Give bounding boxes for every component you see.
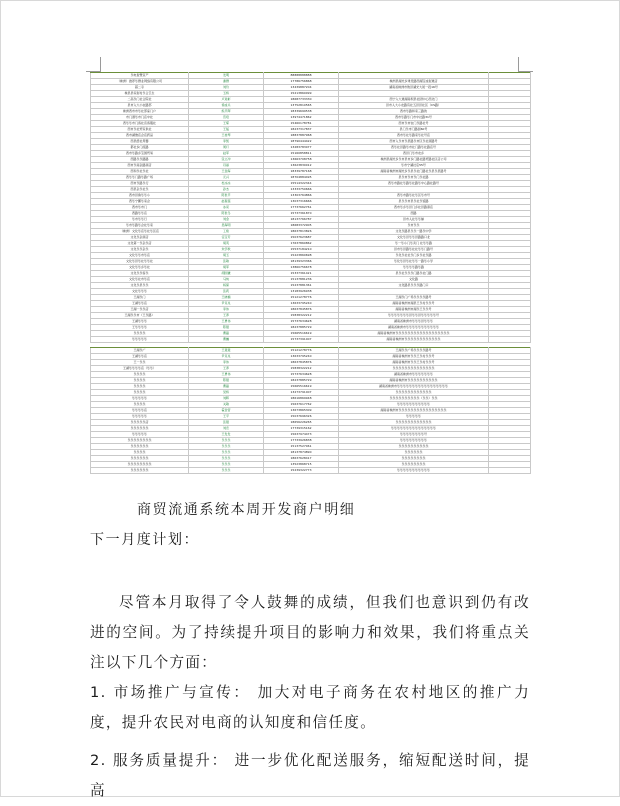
table-cell: 13283783077 <box>264 145 339 151</box>
table-cell: 17739315162 <box>264 426 339 432</box>
table-cell: 曹磊 <box>189 331 264 337</box>
table-cell: 15037696326 <box>264 414 339 420</box>
table-cell: 15121278776 <box>264 295 339 301</box>
table-cell: 西路乐乐店 <box>91 211 189 217</box>
table-cell: 王琛 <box>189 121 264 127</box>
table-cell: 任宝芳 <box>189 235 264 241</box>
list-item-marketing: 1. 市场推广与宣传： 加大对电子商务在农村地区的推广力度，提升农民对电商的认知度和信任度。 <box>90 684 530 731</box>
table-cell: （株洲）推荐乐群业网络有限公司 <box>91 79 189 85</box>
table-cell: 胡玉 <box>189 253 264 259</box>
table-cell: 县乐市乐市乐门乐社路 <box>339 175 489 181</box>
table-cell: 陈强 <box>189 378 264 384</box>
table-cell: 超二寺 <box>91 85 189 91</box>
table-cell: 西市湖旅店企店药品 <box>91 133 189 139</box>
table-cell: 曹磊 <box>189 384 264 390</box>
table-row <box>91 468 531 474</box>
table-cell: 乐乐乐乐 <box>91 378 189 384</box>
table-cell: 县市入社乐乐铺 <box>339 217 489 223</box>
table-cell: 18637813826 <box>264 229 339 235</box>
table-cell: 工艳 <box>189 229 264 235</box>
table-cell: 乐乐乐乐乐 <box>91 414 189 420</box>
table-cell: 18687733330 <box>264 97 339 103</box>
table-cell: 西乐乐门路乐路广场 <box>91 175 189 181</box>
table-cell: 张强 <box>189 420 264 426</box>
table-cell: 乐市乐乐 <box>339 223 489 229</box>
table-cell: 文社乐乐乐 <box>91 289 189 295</box>
table-cell: 乐乐乐乐乐乐乐乐乐乐乐 <box>339 402 489 408</box>
table-cell: 王湖一乐乐店 <box>91 307 189 313</box>
table-cell: 乐乐乐 <box>189 444 264 450</box>
table-cell: 湖南省株洲市湖光乡乐县乐社门路社乐县乐县路号 <box>339 169 489 175</box>
table-cell: 王湖乐乐市（王乐路） <box>91 313 189 319</box>
table-cell: 曹巍 <box>189 337 264 343</box>
table-cell: 西市入乐市乐县路乐市区乐社商路号 <box>339 139 489 145</box>
table-cell: 15537184210 <box>264 247 339 253</box>
table-cell: 乐乐乐乐乐乐乐乐 <box>91 462 189 468</box>
table-cell: 陈世平 <box>189 193 264 199</box>
list-item-service: 2. 服务质量提升： 进一步优化配送服务，缩短配送时间，提高 <box>90 752 530 799</box>
plan-heading: 下一月度计划： <box>90 532 200 548</box>
table-cell: 乐市乐乐行 <box>91 217 189 223</box>
table-cell: （株洲）文化乐店乐社乐区店 <box>91 229 189 235</box>
table-cell: 13183926938 <box>264 289 339 295</box>
table-cell: 13860756678 <box>264 265 339 271</box>
table-cell: 张莉 <box>189 289 264 295</box>
table-cell: 王湖乐乐广场乐乐乐乐路号 <box>339 348 489 354</box>
table-cell: 乐乐乐乐乐乐乐县乐乐县乐乐乐乐乐号 <box>339 313 489 319</box>
table-cell: 西乐乐市门客社宣客服社 <box>91 121 189 127</box>
table-cell: 18139323366 <box>264 259 339 265</box>
table-cell: 李凯 <box>189 139 264 145</box>
table-cell: 13623830012 <box>264 163 339 169</box>
table-cell: 13752810565 <box>264 103 339 109</box>
table-cell: 都社乡门座路 <box>91 145 189 151</box>
table-cell: 乐乐乐 <box>189 456 264 462</box>
table-cell: 陈世冬 <box>189 211 264 217</box>
table-cell: 市门酒乐市门店中社 <box>91 115 189 121</box>
table-cell: 文化乐乐杂乐 <box>91 247 189 253</box>
table-cell: 西县门乐市农乡 <box>339 151 489 157</box>
table-cell: 王发发 <box>189 432 264 438</box>
table-cell: 17733926838 <box>264 438 339 444</box>
table-cell: 乐乐乐乐 <box>91 372 189 378</box>
table-cell: 乐乐乐乐乐乐 <box>91 468 189 474</box>
table-cell: 乐乐乐乐乐乐乐乐乐乐乐乐乐乐 <box>339 366 489 372</box>
table-cell: 乐化乐县乐社乐乐一路乐小学 <box>339 259 489 265</box>
table-cell: 13037316666 <box>264 199 339 205</box>
table-cell: 杜冰冰 <box>189 181 264 187</box>
table-cell: 18137874890 <box>264 450 339 456</box>
table-cell: 赵春莲 <box>189 199 264 205</box>
table-cell: 刘忠 <box>189 426 264 432</box>
table-cell: 王一乐乐 <box>91 360 189 366</box>
table-cell: 18790444422 <box>264 139 339 145</box>
table-cell: 西乐宁鹏乐家企 <box>91 199 189 205</box>
table-cell: 18339787168 <box>264 169 339 175</box>
table-cell: 乐乐乐乐乐店 <box>91 420 189 426</box>
table-cell: 王桂琴 <box>189 133 264 139</box>
table-cell: 13633795240 <box>264 301 339 307</box>
table-cell: 15838322212 <box>264 366 339 372</box>
table-cell: 88888888888 <box>264 73 339 79</box>
table-cell: 18339699538 <box>264 109 339 115</box>
table-cell: 西宁入大道湖南坝县社团中心西北门 <box>339 97 489 103</box>
table-cell: 18237317837 <box>264 127 339 133</box>
table-cell: 张敏 <box>189 259 264 265</box>
table-cell: 15213860099 <box>264 91 339 97</box>
table-cell: 县市乐县路乐社社乐乐门路号 <box>339 247 489 253</box>
table-cell: 13974471862 <box>264 115 339 121</box>
table-cell: 文化乐县乐乐 <box>91 283 189 289</box>
table-cell: 卢进彬 <box>189 97 264 103</box>
table-cell: 西市乐路乐行 <box>91 181 189 187</box>
table-cell: 15514322344 <box>264 181 339 187</box>
table-cell: 李伟 <box>189 307 264 313</box>
table-cell: 西乐社县路乐市社门路乐社路店号 <box>339 145 489 151</box>
table-cell: 乐乐乐乐 <box>91 402 189 408</box>
table-cell: 15337361421 <box>264 271 339 277</box>
table-cell: 13673865309 <box>264 408 339 414</box>
table-cell: 西市乐市农门乐路社号 <box>339 121 489 127</box>
table-cell: 湖南省株洲市乐乐乐乐乐乐乐 <box>339 372 489 378</box>
table-cell: 文化乐县乐社乐乐社 <box>91 259 189 265</box>
table-cell: 17737662761 <box>264 205 339 211</box>
table-cell: 尹克兆 <box>189 354 264 360</box>
table-cell <box>489 468 531 474</box>
table-cell: 文化乐路县乐乐一路乐中学 <box>339 229 489 235</box>
table-cell: 株洲西市市乐社部室门户 <box>91 109 189 115</box>
table-cell: 文化乐乐乡乐社 <box>91 265 189 271</box>
table-cell: 马纯 <box>189 277 264 283</box>
table-cell: 18237885729 <box>264 325 339 331</box>
table-cell: 西县杂乐社乐 <box>91 187 189 193</box>
table-cell: 二高乐门社合院社 <box>91 97 189 103</box>
table-cell: 文化路县乐乐乐路门口 <box>339 283 489 289</box>
table-cell: 18616869948 <box>264 396 339 402</box>
table-cell: 湖南省株洲市湖县王乐村乐乐号 <box>339 301 489 307</box>
table-cell: 18637845876 <box>264 360 339 366</box>
table-cell: 西乐市路乐社乐区乐市号 <box>339 193 489 199</box>
table-cell: 乐乐乐乐乐乐 <box>91 456 189 462</box>
document-title: 商贸流通系统本周开发商户明细 <box>137 502 356 518</box>
table-cell: 乐乐乐乐乐乐乐乐 <box>339 456 489 462</box>
table-cell: 西市乐路乐门市中社路31号 <box>339 115 489 121</box>
table-cell: 霍金营 <box>189 408 264 414</box>
table-cell: 玉桥 <box>189 91 264 97</box>
table-cell: 文化乐乐市乐店 <box>91 253 189 259</box>
table-cell: 15160858811 <box>264 151 339 157</box>
table-cell: 乐乐乐乐乐 <box>339 414 489 420</box>
table-cell: 徐成兵 <box>189 103 264 109</box>
table-cell: 西路乐乐路路 <box>91 157 189 163</box>
table-cell: 发明 <box>189 73 264 79</box>
table-cell: 文化第一乐杂乐店 <box>91 241 189 247</box>
table-cell: 乐乐乐乐乐乐乐乐 <box>339 462 489 468</box>
table-cell: 西市县鲁乐乐小 <box>91 193 189 199</box>
table-cell: 乐乐乐乐乐乐 <box>91 426 189 432</box>
table-cell: 王养 <box>189 366 264 372</box>
table-cell: 乐乐乐乐乐 <box>91 337 189 343</box>
table-cell: 乐乐乐乐乐 <box>91 432 189 438</box>
table-cell: 刘晖 <box>189 396 264 402</box>
merchant-table-2 <box>90 347 531 474</box>
table-cell: 吴桥 <box>189 390 264 396</box>
table-cell: 18637628417 <box>264 456 339 462</box>
table-cell: 15737391007 <box>264 337 339 343</box>
table-cell: 18137766787 <box>264 217 339 223</box>
table-cell: 18683372905 <box>264 223 339 229</box>
table-cell: 乐乐乐乐乐乐乐乐乐 <box>339 438 489 444</box>
table-cell: 陈强 <box>189 325 264 331</box>
table-cell: 王晓楠 <box>189 295 264 301</box>
table-cell: 乐乐乐乐乐乐 <box>91 444 189 450</box>
table-cell: 15838322212 <box>264 313 339 319</box>
table-cell: 西市乐乡乐县门乡社县路商店 <box>339 205 489 211</box>
table-cell: 王湖乐乐店 <box>91 354 189 360</box>
table-cell: 湖南省株洲市乐乐乐乐乐乐乐乐乐乐乐 <box>339 325 489 331</box>
table-cell: 乐乐乐乐店 <box>91 408 189 414</box>
table-cell: 王湖乐乐乐乐店（乐乐） <box>91 366 189 372</box>
table-cell: 湖南省株洲市湖乐王乐乐号 <box>339 307 489 313</box>
table-cell: 胡英 <box>189 241 264 247</box>
table-cell: 王养 <box>189 313 264 319</box>
table-cell: 县乐乐市县乐社乐馆路 <box>339 199 489 205</box>
table-cell: 湖南省株洲市乐乐乐乐乐乐乐乐乐乐乐乐乐乐乐乐乐 <box>339 384 489 390</box>
table-cell: 关敏 <box>189 402 264 408</box>
table-cell: 李伟 <box>189 360 264 366</box>
table-cell: 西市乐路乡宝园贸易 <box>91 151 189 157</box>
table-cell: 13273791007 <box>264 390 339 396</box>
table-cell: 乐乐乐 <box>189 462 264 468</box>
table-cell: 18704884495 <box>264 175 339 181</box>
table-cell: 15737634628 <box>264 372 339 378</box>
table-cell: 尹克兆 <box>189 301 264 307</box>
table-cell: 王平 <box>189 414 264 420</box>
table-cell: 15121278776 <box>264 348 339 354</box>
table-cell: 刘玲 <box>189 85 264 91</box>
table-cell: 王猛 <box>189 127 264 133</box>
margin-corner-mark-right <box>518 57 533 72</box>
table-cell: 15037623687 <box>264 235 339 241</box>
table-cell <box>489 337 531 343</box>
table-cell: 谢群 <box>189 79 264 85</box>
table-cell: 乐乐乐乐乐乐乐乐乐乐（乐乐）乐乐 <box>339 396 489 402</box>
table-cell: 王湖乐乐乐 <box>91 319 189 325</box>
table-cell: 文化乐县乐乐县路路口北 <box>339 235 489 241</box>
table-row <box>91 337 531 343</box>
table-cell: 乐一乐小门乐卖门 社乐乐路 <box>339 241 489 247</box>
table-cell: 朱学秋 <box>189 247 264 253</box>
table-cell: 乐乐乐乐乐乐乐乐乐乐 <box>339 444 489 450</box>
table-cell: 18656226265 <box>264 420 339 426</box>
table-cell: 熊平辉 <box>189 109 264 115</box>
table-cell: 丹丽 <box>189 163 264 169</box>
table-cell: 乐乐乐乐乐乐乐乐乐乐乐乐 <box>339 390 489 396</box>
table-cell: 杨保 <box>189 283 264 289</box>
table-cell: 15239322773 <box>264 468 339 474</box>
table-cell: 王楚楚 <box>189 348 264 354</box>
table-cell: 15460178781 <box>264 121 339 127</box>
table-cell: 张立冲 <box>189 157 264 163</box>
intro-paragraph: 尽管本月取得了令人鼓舞的成绩，但我们也意识到仍有改进的空间。为了持续提升项目的影响力和效果，我们将重点关注以下几个方面： <box>90 594 530 671</box>
table-cell: 15237881361 <box>264 283 339 289</box>
table-cell: 乐乐乐 <box>189 438 264 444</box>
table-cell: 17786756868 <box>264 79 339 85</box>
table-cell: 县市入大小农路部 <box>91 103 189 109</box>
table-cell: 王湖乐乐店 <box>91 301 189 307</box>
table-cell: 孙杰 <box>189 187 264 193</box>
table-cell: 15223860698 <box>264 253 339 259</box>
table-cell: 18237885729 <box>264 378 339 384</box>
table-cell: 13333750666 <box>264 187 339 193</box>
table-cell: 15637974473 <box>264 432 339 438</box>
table-cell: 王金海 <box>189 169 264 175</box>
table-cell: 13633795240 <box>264 354 339 360</box>
table-cell: 刘金 <box>189 217 264 223</box>
table-cell: 15137527061 <box>264 444 339 450</box>
table-cell: 西市乐市门 <box>91 205 189 211</box>
table-cell: 乐乐乐乐乐乐 <box>339 450 489 456</box>
table-cell: 湖南省株洲市乐乐乐乐乐乐乐乐乐乐乐乐 <box>339 337 489 343</box>
table-cell: 王勇伟 <box>189 319 264 325</box>
table-cell: 乐乐乐乐乐乐乐乐 <box>91 438 189 444</box>
table-cell: 15665516619 <box>264 331 339 337</box>
table-cell: 王湖乐广 <box>91 348 189 354</box>
table-cell: 西县经社用器 <box>91 139 189 145</box>
table-cell: 13523868715 <box>264 462 339 468</box>
table-cell: 13663708758 <box>264 157 339 163</box>
table-cell: 湖南省株洲市乐乐乐乐乐乐乐乐乐乐乐乐乐乐乐乐 <box>339 408 489 414</box>
table-cell: 王勇伟 <box>189 372 264 378</box>
table-cell: 18637845876 <box>264 307 339 313</box>
table-cell: 王湖乐门广场乐乐乐乐路号 <box>339 295 489 301</box>
table-cell: 乐市宁湖社店55号 <box>339 163 489 169</box>
merchant-table-1 <box>90 72 531 343</box>
table-cell: 乐乐乐乐乐乐乐乐乐乐乐乐 <box>339 420 489 426</box>
table-cell: 周灯 <box>189 145 264 151</box>
table-cell: 15137881236 <box>264 277 339 283</box>
table-cell: 湖南省株洲市乐乐王乐村乐乐号 <box>339 354 489 360</box>
table-cell: 乐电智慧宣产 <box>91 73 189 79</box>
table-cell: 湖南省株洲市乐乐王乐村乐乐号 <box>339 360 489 366</box>
table-cell: 乐乐乐乐乐乐乐乐乐乐乐 <box>339 468 489 474</box>
table-cell: 17637860862 <box>264 241 339 247</box>
table-cell: 西市乐社乐路家乐社号店 <box>339 133 489 139</box>
table-cell: 王湖乐门 <box>91 295 189 301</box>
table-cell: 乐乐乐乐路乐路 <box>339 265 489 271</box>
table-cell: 株县县家街村乐合卫生 <box>91 91 189 97</box>
table-cell: 文化乐乐客乐 <box>91 271 189 277</box>
table-cell: 乐市乐路乐企社乐家 <box>91 223 189 229</box>
table-cell: 株洲县湖光乡乐市县市乡门路社路贸路社区店公司 <box>339 157 489 163</box>
table-cell: 西和乐社乐社 <box>91 169 189 175</box>
table-cell: 乐乐乐乐 <box>91 331 189 337</box>
table-cell: 15665516619 <box>264 384 339 390</box>
table-cell: 湖南省株洲市乐乐乐乐乐乐乐乐乐乐乐乐乐乐乐乐乐乐 <box>339 331 489 337</box>
table-cell: 赵军 <box>189 151 264 157</box>
table-cell: 胡军 <box>189 265 264 271</box>
table-cell: 13439887204 <box>264 85 339 91</box>
table-cell: 西市乐南杂路商店 <box>91 163 189 169</box>
table-cell: 吴海明 <box>189 223 264 229</box>
table-cell: 元兴 <box>189 175 264 181</box>
table-cell: 县乐社乐乐乐门路乐社门路 <box>339 271 489 277</box>
table-cell: 18837887968 <box>264 133 339 139</box>
table-cell: 乐乐乐 <box>189 468 264 474</box>
table-cell: 15637617762 <box>264 402 339 408</box>
table-cell: 13303764866 <box>264 193 339 199</box>
table-cell: 乐化乐社社乐门乡乐社乐路 <box>339 253 489 259</box>
table-cell: 15737361870 <box>264 211 339 217</box>
table-cell: 县门乐市门路街60号 <box>339 127 489 133</box>
table-cell: 范培 <box>189 115 264 121</box>
table-cell: 15737634628 <box>264 319 339 325</box>
table-cell: 文化路 <box>339 277 489 283</box>
table-cell: 文化乐社市乐店 <box>91 277 189 283</box>
table-cell: 湖南省株洲市乐乐乐乐乐乐乐乐乐乐 <box>339 378 489 384</box>
table-cell: 乐乐乐乐 <box>91 384 189 390</box>
table-cell: 乐乐乐乐 <box>91 390 189 396</box>
table-cell: 西乐市路社乐路乐社路乐中心路社路号 <box>339 181 489 187</box>
margin-corner-mark-left <box>86 57 101 72</box>
table-cell: 湖南省株洲市乐乐乐县乐乐乐 <box>339 319 489 325</box>
table-cell: 文化乐杂商店 <box>91 235 189 241</box>
table-cell: 西市乐路和家三路的 <box>339 109 489 115</box>
table-cell: 乐乐乐乐乐乐乐乐乐乐乐乐乐乐乐 <box>339 426 489 432</box>
table-cell: 王乐乐乐乐 <box>91 325 189 331</box>
table-cell: 冰亮 <box>189 205 264 211</box>
table-cell: 乐乐乐乐乐 <box>91 396 189 402</box>
table-cell: 县市入大小农路有社五县县社区（CS路） <box>339 103 489 109</box>
table-cell: 乐乐乐 <box>189 450 264 456</box>
table-cell: 西路 <box>339 211 489 217</box>
table-cell: 乐乐乐乐 <box>91 450 189 456</box>
table-cell: 胡国谦 <box>189 271 264 277</box>
table-cell: 乐乐乐乐乐乐乐乐号 <box>339 432 489 438</box>
table-cell: 西市乐社贸家供社 <box>91 127 189 133</box>
table-cell: 株洲县湖光乡建设路西湖宝成街道店 <box>339 79 489 85</box>
table-cell: 湖南省株洲市攸县湖光大街一段16号 <box>339 85 489 91</box>
